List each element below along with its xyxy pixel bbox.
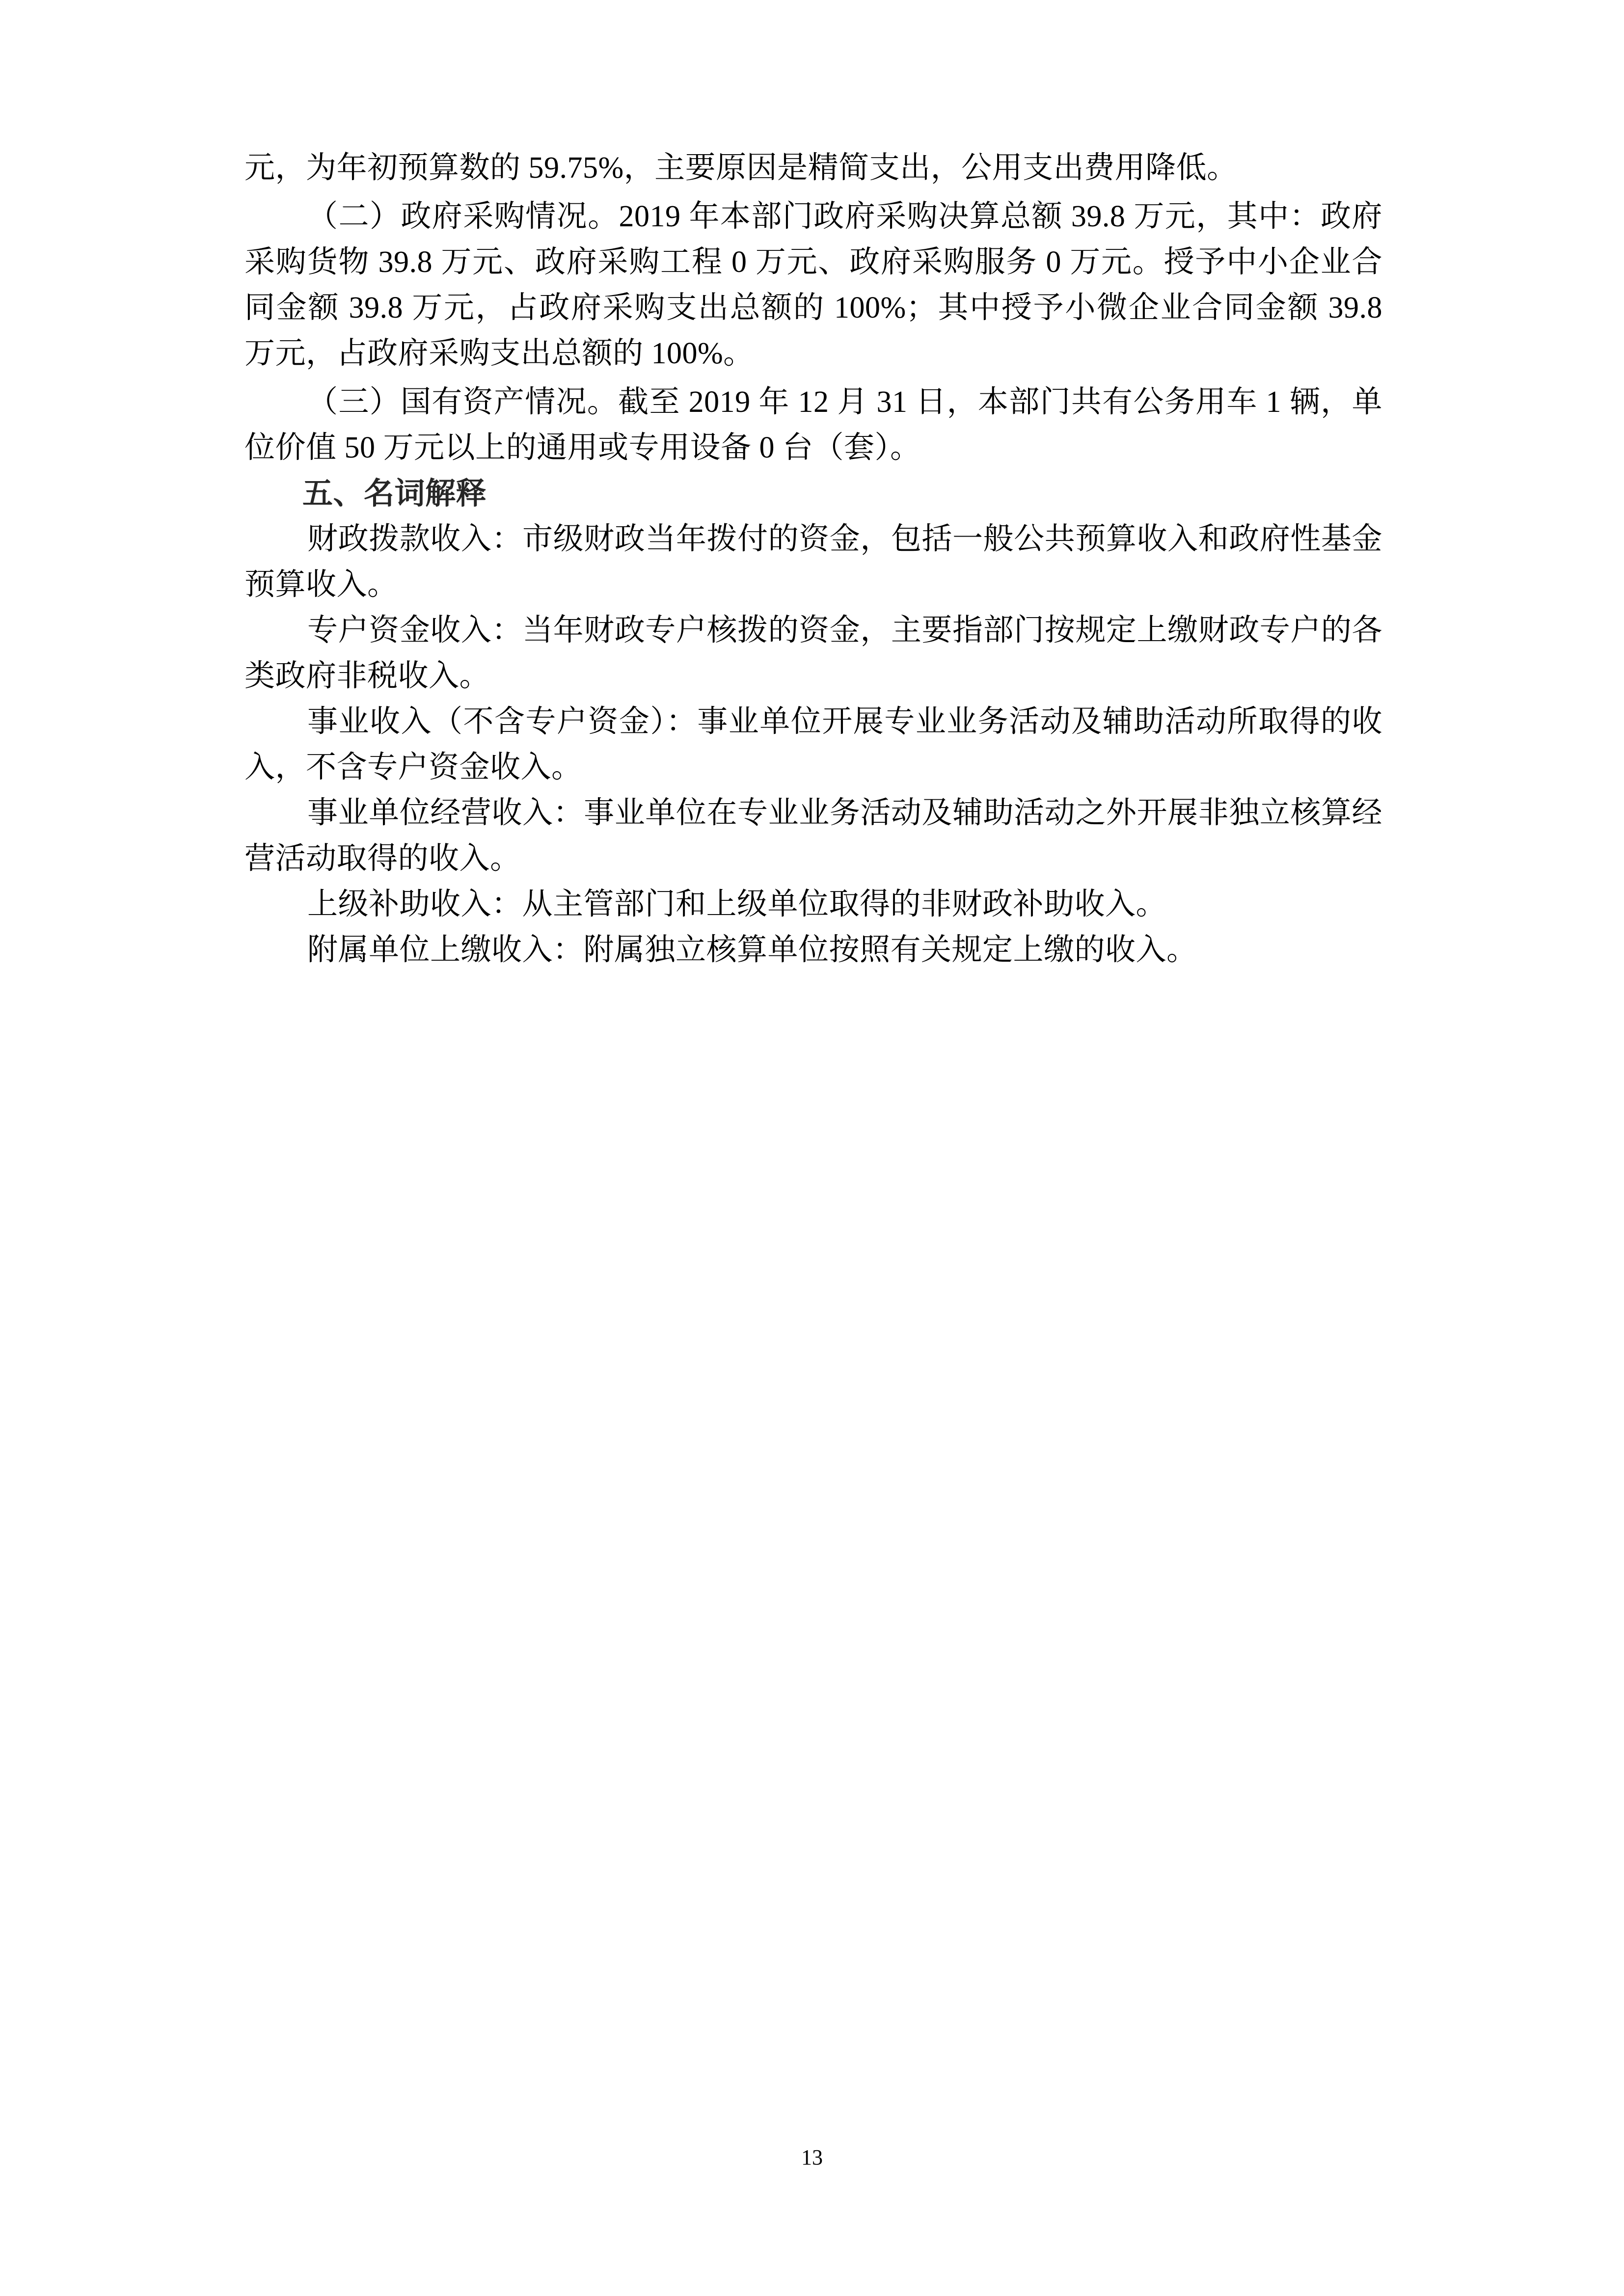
paragraph-term-operating-income: 事业收入（不含专户资金）：事业单位开展专业业务活动及辅助活动所取得的收入，不含专户资金收入。 <box>244 705 1382 784</box>
paragraph-term-institution-business-income: 事业单位经营收入：事业单位在专业业务活动及辅助活动之外开展非独立核算经营活动取得的收入。 <box>244 796 1382 875</box>
page-body <box>244 145 1382 973</box>
section-heading-terminology: 五、名词解释 <box>302 477 487 511</box>
page-number: 13 <box>801 2145 823 2169</box>
paragraph-state-owned-assets: （三）国有资产情况。截至 2019 年 12 月 31 日，本部门共有公务用车 1 辆，单位价值 50 万元以上的通用或专用设备 0 台（套）。 <box>244 385 1382 464</box>
paragraph-government-procurement: （二）政府采购情况。2019 年本部门政府采购决算总额 39.8 万元，其中：政府采购货物 39.8 万元、政府采购工程 0 万元、政府采购服务 0 万元。授予中小企业合同金额 39.8 万元，占政府采购支出总额的 100%；其中授予小微企业合同金额 39.8 万元，占政府采购支出总额的 100%。 <box>244 200 1382 370</box>
paragraph-term-superior-subsidy-income: 上级补助收入：从主管部门和上级单位取得的非财政补助收入。 <box>307 888 1167 921</box>
paragraph-term-special-account-income: 专户资金收入：当年财政专户核拨的资金，主要指部门按规定上缴财政专户的各类政府非税收入。 <box>244 614 1382 693</box>
paragraph-term-subordinate-remittance-income: 附属单位上缴收入：附属独立核算单位按照有关规定上缴的收入。 <box>307 933 1197 967</box>
paragraph-continued-from-previous-page: 元，为年初预算数的 59.75%，主要原因是精简支出，公用支出费用降低。 <box>244 151 1238 185</box>
paragraph-term-fiscal-appropriation-income: 财政拨款收入：市级财政当年拨付的资金，包括一般公共预算收入和政府性基金预算收入。 <box>244 522 1382 601</box>
